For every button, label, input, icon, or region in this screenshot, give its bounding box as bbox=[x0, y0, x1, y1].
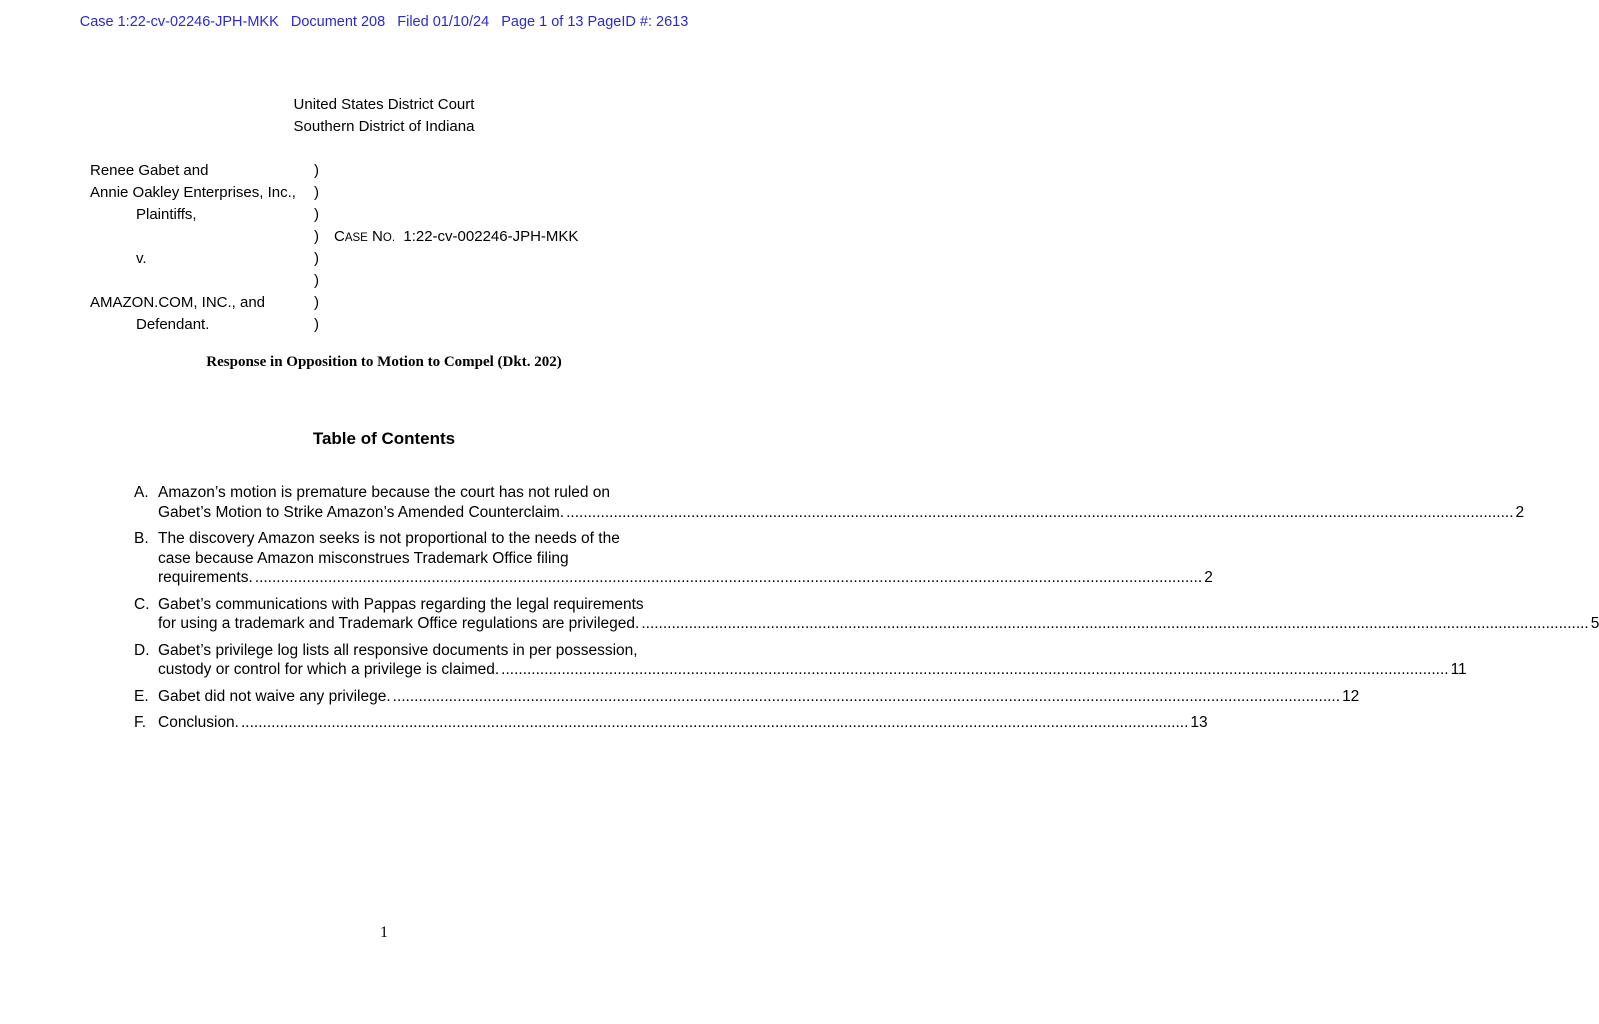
caption-line: AMAZON.COM, INC., and bbox=[90, 294, 266, 311]
caption-paren: ) bbox=[314, 316, 319, 333]
court-name bbox=[0, 94, 768, 138]
toc-page-number: 11 bbox=[1450, 661, 1467, 678]
case-number bbox=[334, 226, 578, 249]
toc-entry[interactable] bbox=[134, 687, 1360, 707]
toc-entry[interactable] bbox=[134, 641, 1467, 680]
toc-entry-text: case because Amazon misconstrues Trademark Office filing bbox=[158, 549, 569, 567]
docket-header: Case 1:22-cv-02246-JPH-MKK Document 208 Filed 01/10/24 Page 1 of 13 PageID #: 2613 bbox=[79, 14, 689, 30]
toc-entry-letter: D. bbox=[134, 641, 150, 659]
toc-entry-text: Amazon’s motion is premature because the court has not ruled on bbox=[158, 484, 611, 501]
caption-paren: ) bbox=[314, 228, 319, 245]
caption-line: Annie Oakley Enterprises, Inc., bbox=[90, 184, 296, 201]
table-of-contents bbox=[134, 483, 1599, 740]
toc-page-number: 12 bbox=[1342, 687, 1360, 705]
caption-paren: ) bbox=[314, 294, 319, 311]
caption-line bbox=[90, 270, 296, 292]
toc-entry-text: Gabet’s privilege log lists all responsive documents in per possession, bbox=[158, 641, 638, 659]
toc-entry-text: The discovery Amazon seeks is not proportional to the needs of the bbox=[158, 530, 620, 547]
caption-line bbox=[90, 226, 296, 248]
toc-leader-dots: ............................................................................................................................................................................................................................ bbox=[501, 661, 1449, 678]
toc-entry-letter: C. bbox=[134, 595, 150, 613]
toc-entry-letter: E. bbox=[134, 687, 149, 705]
caption-paren: ) bbox=[314, 162, 319, 179]
toc-entry-text: Conclusion. bbox=[158, 714, 239, 731]
toc-leader-dots: ............................................................................................................................................................................................................................ bbox=[641, 615, 1589, 632]
caption-line: Plaintiffs, bbox=[136, 206, 197, 223]
toc-entry-letter: F. bbox=[134, 714, 147, 731]
page-number: 1 bbox=[380, 924, 388, 941]
toc-entry-text: Gabet’s communications with Pappas regarding the legal requirements bbox=[158, 595, 644, 613]
toc-page-number: 5 bbox=[1590, 615, 1599, 632]
caption-line: Renee Gabet and bbox=[90, 162, 209, 179]
caption-paren: ) bbox=[314, 272, 319, 289]
toc-entry-letter: A. bbox=[134, 484, 149, 501]
toc-entry-letter: B. bbox=[134, 530, 149, 547]
toc-entry-text: requirements. bbox=[158, 569, 253, 586]
caption-parentheses bbox=[314, 160, 319, 336]
caption-paren: ) bbox=[314, 250, 319, 267]
case-no-label: CASE NO. bbox=[334, 228, 396, 245]
caption-line: Defendant. bbox=[136, 316, 210, 333]
case-no-value: 1:22-cv-002246-JPH-MKK bbox=[403, 228, 579, 245]
toc-heading: Table of Contents bbox=[312, 429, 456, 448]
toc-entry[interactable] bbox=[134, 595, 1599, 634]
caption-paren: ) bbox=[314, 206, 319, 223]
toc-entry-text: Gabet did not waive any privilege. bbox=[158, 687, 391, 705]
caption-line: v. bbox=[136, 250, 147, 267]
caption-paren: ) bbox=[314, 184, 319, 201]
toc-page-number: 2 bbox=[1515, 503, 1525, 521]
toc-entry-text: Gabet’s Motion to Strike Amazon’s Amended Counterclaim. bbox=[158, 503, 565, 521]
toc-page-number: 13 bbox=[1190, 714, 1208, 731]
toc-entry-text: for using a trademark and Trademark Office regulations are privileged. bbox=[158, 615, 640, 632]
toc-leader-dots: ............................................................................................................................................................................................................................ bbox=[254, 569, 1203, 586]
toc-entry[interactable] bbox=[134, 483, 1525, 522]
toc-leader-dots: ............................................................................................................................................................................................................................ bbox=[392, 687, 1341, 705]
toc-entry[interactable] bbox=[134, 713, 1208, 733]
court-line-2: Southern District of Indiana bbox=[293, 118, 475, 135]
toc-leader-dots: ............................................................................................................................................................................................................................ bbox=[566, 503, 1514, 521]
toc-entry-text: custody or control for which a privilege is claimed. bbox=[158, 661, 500, 678]
toc-leader-dots: ............................................................................................................................................................................................................................ bbox=[241, 714, 1189, 731]
toc-page-number: 2 bbox=[1204, 569, 1213, 586]
toc-entry[interactable] bbox=[134, 529, 1213, 588]
case-caption-parties bbox=[90, 160, 296, 336]
document-title: Response in Opposition to Motion to Compel (Dkt. 202) bbox=[206, 354, 562, 370]
court-line-1: United States District Court bbox=[293, 96, 475, 113]
